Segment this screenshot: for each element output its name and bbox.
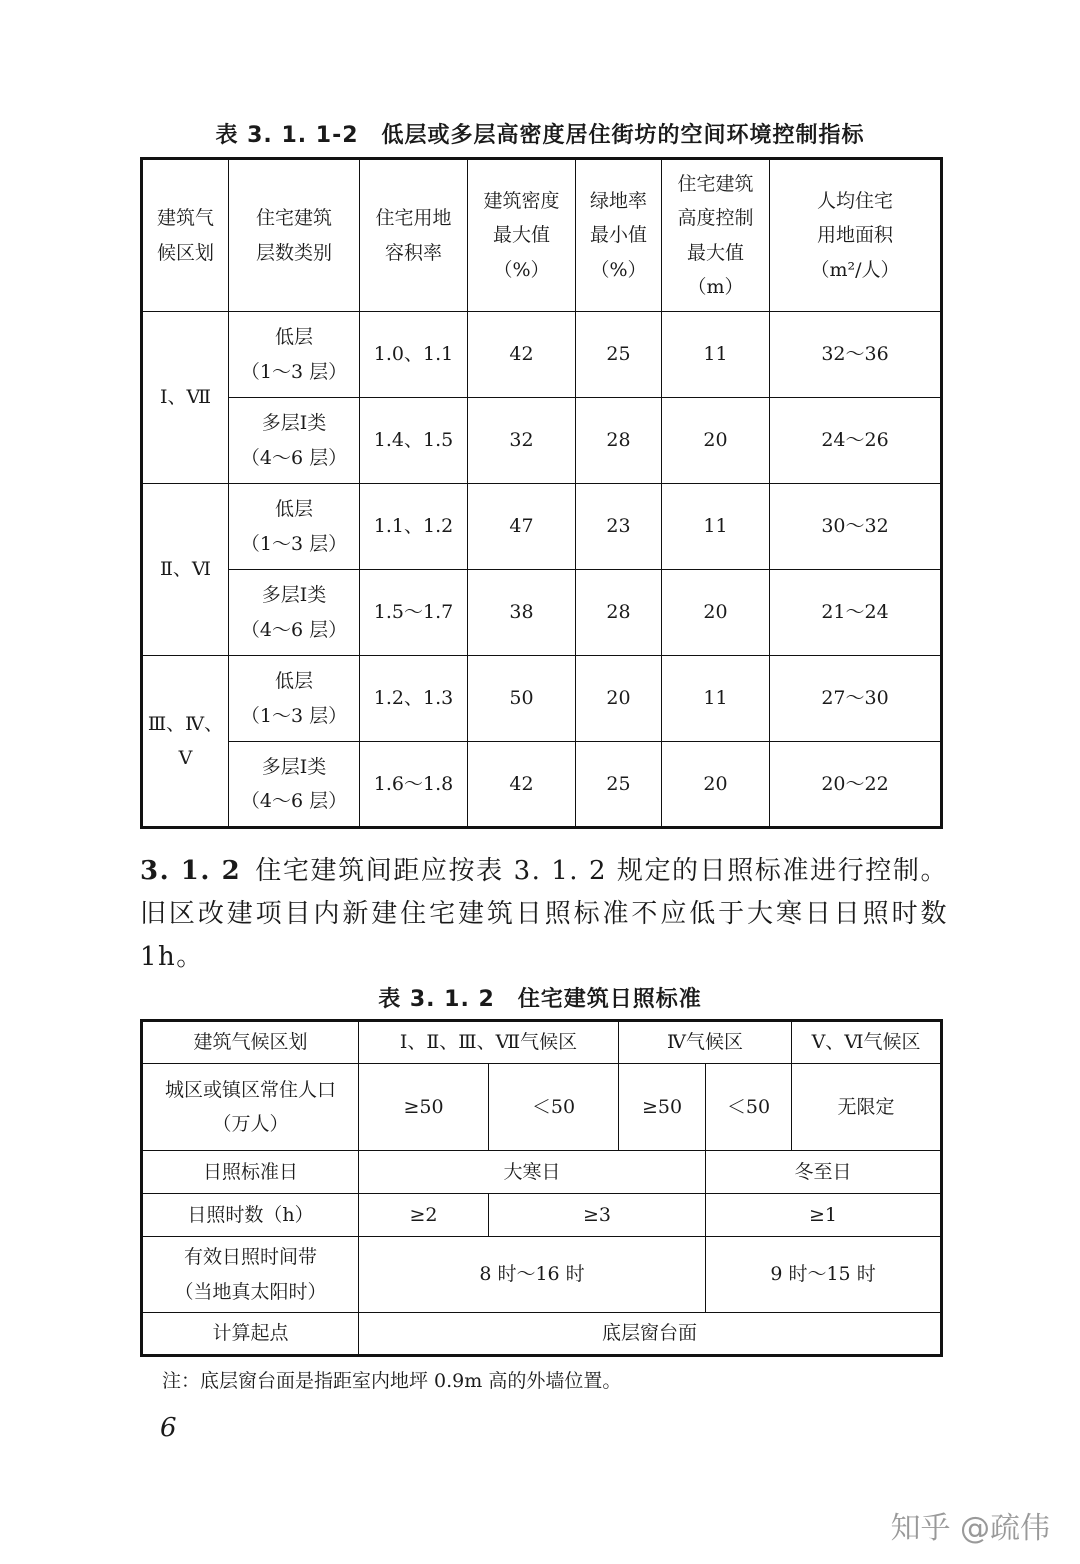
table2-label-start: 计算起点 [142,1313,359,1356]
table1-caption: 表 3. 1. 1-2 低层或多层高密度居住街坊的空间环境控制指标 [215,123,865,148]
table2-band-1: 8 时～16 时 [359,1237,706,1313]
table1-cell: 20～22 [770,742,942,828]
table1-cell: 11 [662,312,770,398]
table2-row-zone [142,1021,942,1064]
table2-pop-c5: 无限定 [792,1064,942,1151]
table1-cell: 1.4、1.5 [360,398,468,484]
table2-row-start [142,1313,942,1356]
table1-zone-cell: Ⅱ、Ⅵ [142,484,229,656]
table1-header-cell: 建筑密度 最大值 （%） [468,159,576,312]
table2 [140,1019,943,1357]
table2-note: 注：底层窗台面是指距室内地坪 0.9m 高的外墙位置。 [162,1370,622,1392]
table2-band-2: 9 时～15 时 [706,1237,942,1313]
table1-cell: 47 [468,484,576,570]
table1-cell: 23 [576,484,662,570]
section-3-1-2 [140,850,948,979]
table1-header-cell: 人均住宅 用地面积 （m²/人） [770,159,942,312]
table2-row-pop [142,1064,942,1151]
section-text: 住宅建筑间距应按表 3. 1. 2 规定的日照标准进行控制。旧区改建项目内新建住宅建筑日照标准不应低于大寒日日照时数 1h。 [140,856,948,972]
table1-cell: 低层 （1～3 层） [229,312,360,398]
table2-hours-3: ≥1 [706,1194,942,1237]
table1-cell: 20 [662,398,770,484]
table1-cell: 20 [662,570,770,656]
section-number: 3. 1. 2 [140,856,242,886]
table1-cell: 多层Ⅰ类 （4～6 层） [229,570,360,656]
table1-cell: 25 [576,312,662,398]
table2-label-band: 有效日照时间带 （当地真太阳时） [142,1237,359,1313]
table1-zone-cell: Ⅰ、Ⅶ [142,312,229,484]
table1-cell: 1.6～1.8 [360,742,468,828]
table1-row [142,742,942,828]
table1-header-row [142,159,942,312]
table1-zone-cell: Ⅲ、Ⅳ、 Ⅴ [142,656,229,828]
table1-cell: 多层Ⅰ类 （4～6 层） [229,398,360,484]
table1-cell: 25 [576,742,662,828]
table1-header-cell: 住宅建筑 层数类别 [229,159,360,312]
table2-pop-c4: ＜50 [706,1064,792,1151]
table2-label-pop: 城区或镇区常住人口 （万人） [142,1064,359,1151]
table1-cell: 42 [468,312,576,398]
table1-cell: 低层 （1～3 层） [229,656,360,742]
table1-cell: 1.5～1.7 [360,570,468,656]
table2-label-day: 日照标准日 [142,1151,359,1194]
table1-cell: 1.0、1.1 [360,312,468,398]
table1-cell: 28 [576,398,662,484]
table1-header-cell: 建筑气 候区划 [142,159,229,312]
table1-cell: 11 [662,484,770,570]
table2-start-1: 底层窗台面 [359,1313,942,1356]
table2-row-band [142,1237,942,1313]
table1-cell: 低层 （1～3 层） [229,484,360,570]
table2-pop-c1: ≥50 [359,1064,489,1151]
table1-cell: 28 [576,570,662,656]
table2-row-day [142,1151,942,1194]
table2-zone-b: Ⅳ气候区 [619,1021,792,1064]
table1-cell: 42 [468,742,576,828]
table2-day-1: 大寒日 [359,1151,706,1194]
table1-cell: 27～30 [770,656,942,742]
table2-hours-1: ≥2 [359,1194,489,1237]
table2-zone-a: Ⅰ、Ⅱ、Ⅲ、Ⅶ气候区 [359,1021,619,1064]
table1-cell: 50 [468,656,576,742]
table1-row [142,656,942,742]
table2-pop-c3: ≥50 [619,1064,706,1151]
table1-header-cell: 住宅建筑 高度控制 最大值 （m） [662,159,770,312]
table1-cell: 30～32 [770,484,942,570]
table1-header-cell: 绿地率 最小值 （%） [576,159,662,312]
table2-row-hours [142,1194,942,1237]
table1-cell: 20 [662,742,770,828]
table2-day-2: 冬至日 [706,1151,942,1194]
table1-row [142,398,942,484]
table1-row [142,484,942,570]
table2-hours-2: ≥3 [489,1194,706,1237]
table2-caption: 表 3. 1. 2 住宅建筑日照标准 [378,987,702,1012]
table1 [140,157,943,829]
table1-cell: 1.2、1.3 [360,656,468,742]
table1-cell: 32 [468,398,576,484]
table1-cell: 32～36 [770,312,942,398]
table1-cell: 1.1、1.2 [360,484,468,570]
table1-header-cell: 住宅用地 容积率 [360,159,468,312]
table1-cell: 20 [576,656,662,742]
table1-cell: 多层Ⅰ类 （4～6 层） [229,742,360,828]
table2-label-zone: 建筑气候区划 [142,1021,359,1064]
watermark: 知乎 @疏伟 [890,1511,1050,1546]
table2-zone-c: Ⅴ、Ⅵ气候区 [792,1021,942,1064]
table1-row [142,312,942,398]
table2-label-hours: 日照时数（h） [142,1194,359,1237]
page-number: 6 [160,1413,177,1443]
table2-pop-c2: ＜50 [489,1064,619,1151]
table1-cell: 11 [662,656,770,742]
table1-cell: 24～26 [770,398,942,484]
table1-cell: 21～24 [770,570,942,656]
table1-cell: 38 [468,570,576,656]
table1-row [142,570,942,656]
